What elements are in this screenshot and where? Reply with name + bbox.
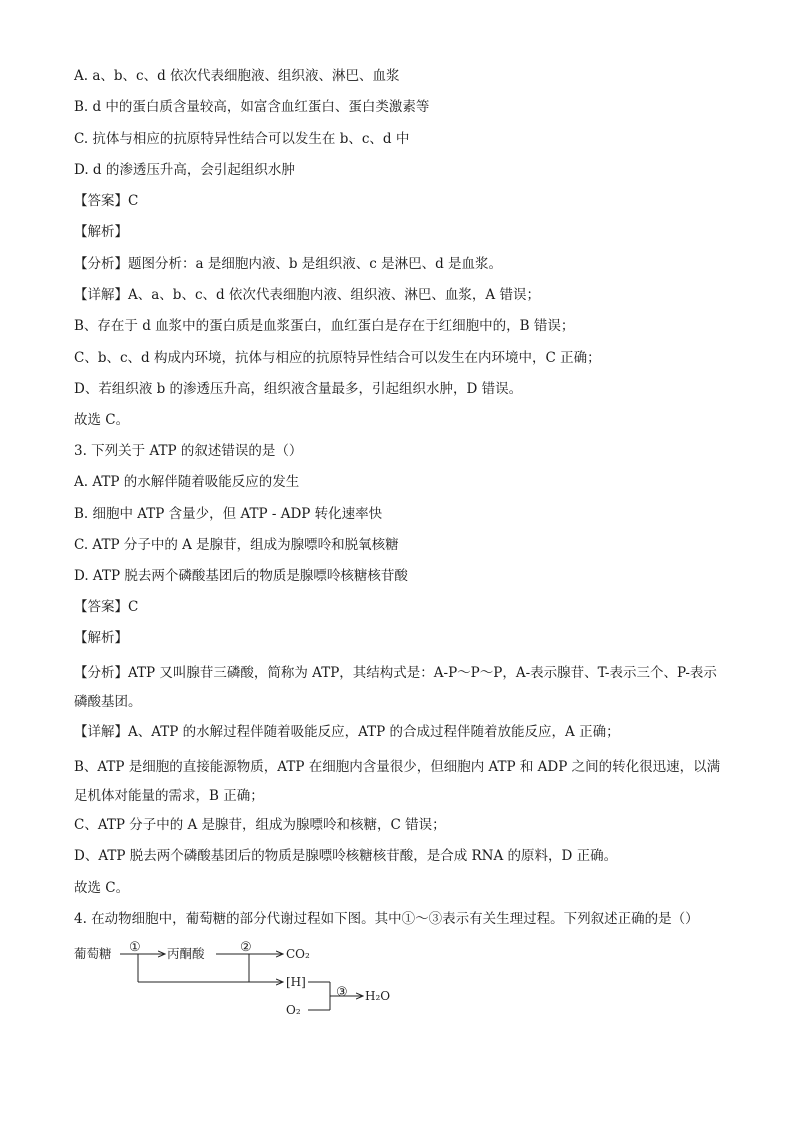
q2-option-c: C. 抗体与相应的抗原特异性结合可以发生在 b、c、d 中 [74, 131, 410, 147]
h-label: [H] [286, 975, 306, 989]
h2o-label: H₂O [365, 989, 391, 1003]
co2-label: CO₂ [286, 947, 310, 961]
q2-detail-d: D、若组织液 b 的渗透压升高，组织液含量最多，引起组织水肿，D 错误。 [74, 381, 523, 397]
q2-option-a: A. a、b、c、d 依次代表细胞液、组织液、淋巴、血浆 [74, 68, 400, 84]
q2-detail-a: 【详解】A、a、b、c、d 依次代表细胞内液、组织液、淋巴、血浆，A 错误； [74, 287, 540, 303]
q3-analysis-fenxi: 【分析】ATP 又叫腺苷三磷酸，简称为 ATP，其结构式是：A-P～P～P，A-表示腺苷、T-表示三个、P-表示磷酸基团。 [74, 665, 717, 710]
step-3-label: ③ [336, 985, 348, 1000]
q3-option-c: C. ATP 分子中的 A 是腺苷，组成为腺嘌呤和脱氧核糖 [74, 537, 399, 553]
q2-detail-c: C、b、c、d 构成内环境，抗体与相应的抗原特异性结合可以发生在内环境中，C 正确； [74, 350, 601, 366]
q3-option-d: D. ATP 脱去两个磷酸基团后的物质是腺嘌呤核糖核苷酸 [74, 568, 408, 584]
q2-conclusion: 故选 C。 [74, 412, 130, 428]
q3-detail-b: B、ATP 是细胞的直接能源物质，ATP 在细胞内含量很少，但细胞内 ATP 和 ADP 之间的转化很迅速，以满足机体对能量的需求，B 正确； [74, 759, 721, 804]
q4-stem: 4. 在动物细胞中，葡萄糖的部分代谢过程如下图。其中①～③表示有关生理过程。下列叙述正确的是（） [74, 911, 699, 927]
q3-conclusion: 故选 C。 [74, 880, 130, 896]
q3-answer: 【答案】C [74, 599, 139, 615]
q3-detail-c: C、ATP 分子中的 A 是腺苷，组成为腺嘌呤和核糖，C 错误； [74, 817, 446, 833]
q3-option-b: B. 细胞中 ATP 含量少，但 ATP - ADP 转化速率快 [74, 506, 383, 522]
q2-analysis-heading: 【解析】 [74, 224, 128, 240]
step-1-label: ① [129, 940, 141, 955]
q2-option-d: D. d 的渗透压升高，会引起组织水肿 [74, 162, 295, 178]
glucose-metabolism-diagram [60, 934, 400, 1024]
q2-answer: 【答案】C [74, 193, 139, 209]
q2-option-b: B. d 中的蛋白质含量较高，如富含血红蛋白、蛋白类激素等 [74, 99, 430, 115]
q3-analysis-heading: 【解析】 [74, 630, 128, 646]
q2-detail-b: B、存在于 d 血浆中的蛋白质是血浆蛋白，血红蛋白是存在于红细胞中的，B 错误； [74, 318, 575, 334]
q3-detail-a: 【详解】A、ATP 的水解过程伴随着吸能反应，ATP 的合成过程伴随着放能反应，A 正确； [74, 724, 620, 740]
q3-option-a: A. ATP 的水解伴随着吸能反应的发生 [74, 474, 300, 490]
pyruvate-label: 丙酮酸 [167, 946, 205, 961]
glucose-label: 葡萄糖 [74, 946, 112, 961]
o2-label: O₂ [286, 1003, 301, 1017]
step-2-label: ② [240, 940, 252, 955]
q2-analysis-fenxi: 【分析】题图分析：a 是细胞内液、b 是组织液、c 是淋巴、d 是血浆。 [74, 256, 503, 272]
q3-stem: 3. 下列关于 ATP 的叙述错误的是（） [74, 443, 303, 459]
q3-detail-d: D、ATP 脱去两个磷酸基团后的物质是腺嘌呤核糖核苷酸，是合成 RNA 的原料，D 正确。 [74, 848, 618, 864]
